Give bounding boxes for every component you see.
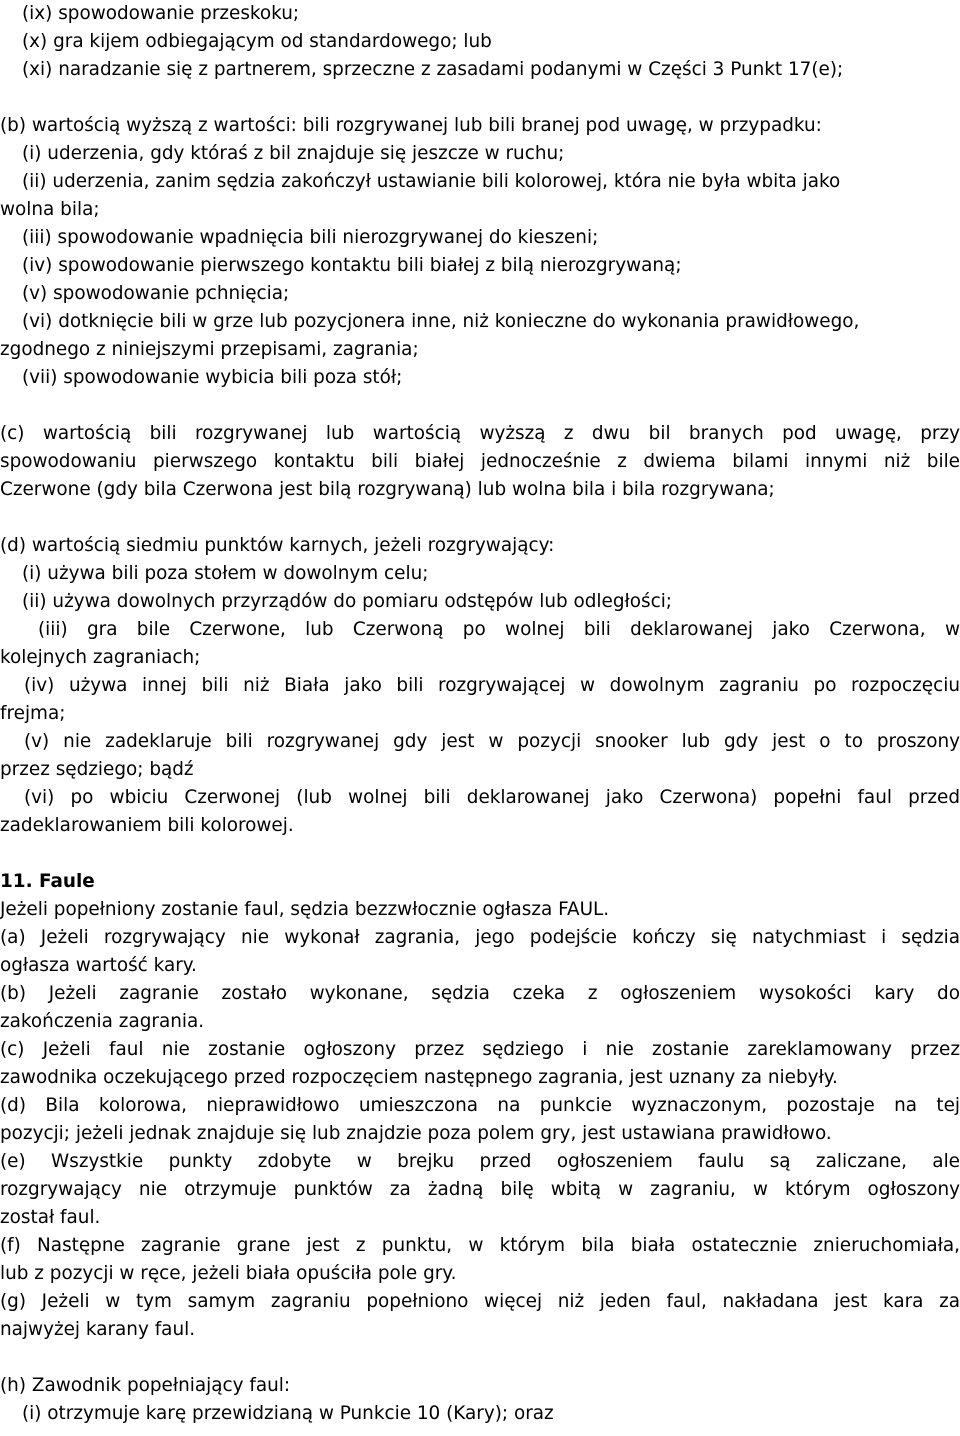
text-line: najwyżej karany faul. bbox=[0, 1319, 196, 1340]
text-line: zakończenia zagrania. bbox=[0, 1011, 205, 1032]
text-line: (ii) używa dowolnych przyrządów do pomiaru odstępów lub odległości; bbox=[22, 591, 672, 612]
text-line: (g) Jeżeli w tym samym zagraniu popełniono więcej niż jeden faul, nakładana jest kara za bbox=[0, 1291, 960, 1312]
text-line: (i) używa bili poza stołem w dowolnym celu; bbox=[22, 563, 429, 584]
text-line: Jeżeli popełniony zostanie faul, sędzia bezzwłocznie ogłasza FAUL. bbox=[0, 899, 610, 920]
text-line: (d) wartością siedmiu punktów karnych, jeżeli rozgrywający: bbox=[0, 535, 555, 556]
text-line: (iv) spowodowanie pierwszego kontaktu bili białej z bilą nierozgrywaną; bbox=[22, 255, 682, 276]
text-line: (vii) spowodowanie wybicia bili poza stół; bbox=[22, 367, 403, 388]
text-line: (vi) dotknięcie bili w grze lub pozycjonera inne, niż konieczne do wykonania prawidłowego, bbox=[22, 311, 860, 332]
text-line: został faul. bbox=[0, 1207, 101, 1228]
text-line: (f) Następne zagranie grane jest z punktu, w którym bila biała ostatecznie znieruchomiała, bbox=[0, 1235, 960, 1256]
text-line: (ix) spowodowanie przeskoku; bbox=[22, 3, 300, 24]
text-line: (i) uderzenia, gdy któraś z bil znajduje się jeszcze w ruchu; bbox=[22, 143, 565, 164]
text-line: (x) gra kijem odbiegającym od standardowego; lub bbox=[22, 31, 492, 52]
text-line: (iii) spowodowanie wpadnięcia bili nierozgrywanej do kieszeni; bbox=[22, 227, 599, 248]
section-heading: 11. Faule bbox=[0, 871, 95, 892]
text-line: (d) Bila kolorowa, nieprawidłowo umieszczona na punkcie wyznaczonym, pozostaje na tej bbox=[0, 1095, 960, 1116]
text-line: (c) wartością bili rozgrywanej lub wartością wyższą z dwu bil branych pod uwagę, przy bbox=[0, 423, 960, 444]
text-line: (vi) po wbiciu Czerwonej (lub wolnej bili deklarowanej jako Czerwona) popełni faul przed bbox=[24, 787, 960, 808]
text-line: ogłasza wartość kary. bbox=[0, 955, 197, 976]
text-line: (h) Zawodnik popełniający faul: bbox=[0, 1375, 291, 1396]
text-line: (iii) gra bile Czerwone, lub Czerwoną po wolnej bili deklarowanej jako Czerwona, w bbox=[38, 619, 960, 640]
text-line: (ii) uderzenia, zanim sędzia zakończył ustawianie bili kolorowej, która nie była wbita jako bbox=[22, 171, 841, 192]
text-line: (b) Jeżeli zagranie zostało wykonane, sędzia czeka z ogłoszeniem wysokości kary do bbox=[0, 983, 960, 1004]
text-line: pozycji; jeżeli jednak znajduje się lub znajdzie poza polem gry, jest ustawiana prawidłowo. bbox=[0, 1123, 832, 1144]
text-line: (i) otrzymuje karę przewidzianą w Punkcie 10 (Kary); oraz bbox=[22, 1403, 554, 1424]
text-line: spowodowaniu pierwszego kontaktu bili białej jednocześnie z dwiema bilami innymi niż bile bbox=[0, 451, 960, 472]
text-line: rozgrywający nie otrzymuje punktów za żadną bilę wbitą w zagraniu, w którym ogłoszony bbox=[0, 1179, 960, 1200]
text-line: (iv) używa innej bili niż Biała jako bili rozgrywającej w dowolnym zagraniu po rozpoczęciu bbox=[24, 675, 960, 696]
text-line: (v) nie zadeklaruje bili rozgrywanej gdy jest w pozycji snooker lub gdy jest o to proszony bbox=[24, 731, 960, 752]
text-line: zgodnego z niniejszymi przepisami, zagrania; bbox=[0, 339, 419, 360]
text-line: kolejnych zagraniach; bbox=[0, 647, 201, 668]
text-line: zawodnika oczekującego przed rozpoczęciem następnego zagrania, jest uznany za niebyły. bbox=[0, 1067, 838, 1088]
text-line: (v) spowodowanie pchnięcia; bbox=[22, 283, 290, 304]
text-line: (a) Jeżeli rozgrywający nie wykonał zagrania, jego podejście kończy się natychmiast i sędzia bbox=[0, 927, 960, 948]
text-line: lub z pozycji w ręce, jeżeli biała opuściła pole gry. bbox=[0, 1263, 457, 1284]
text-line: (b) wartością wyższą z wartości: bili rozgrywanej lub bili branej pod uwagę, w przypadku: bbox=[0, 115, 822, 136]
text-line: zadeklarowaniem bili kolorowej. bbox=[0, 815, 294, 836]
text-line: (c) Jeżeli faul nie zostanie ogłoszony przez sędziego i nie zostanie zareklamowany przez bbox=[0, 1039, 960, 1060]
text-line: przez sędziego; bądź bbox=[0, 759, 194, 780]
text-line: Czerwone (gdy bila Czerwona jest bilą rozgrywaną) lub wolna bila i bila rozgrywana; bbox=[0, 479, 775, 500]
text-line: (xi) naradzanie się z partnerem, sprzeczne z zasadami podanymi w Części 3 Punkt 17(e); bbox=[22, 59, 844, 80]
text-line: frejma; bbox=[0, 703, 66, 724]
text-line: wolna bila; bbox=[0, 199, 100, 220]
text-line: (e) Wszystkie punkty zdobyte w brejku przed ogłoszeniem faulu są zaliczane, ale bbox=[0, 1151, 960, 1172]
